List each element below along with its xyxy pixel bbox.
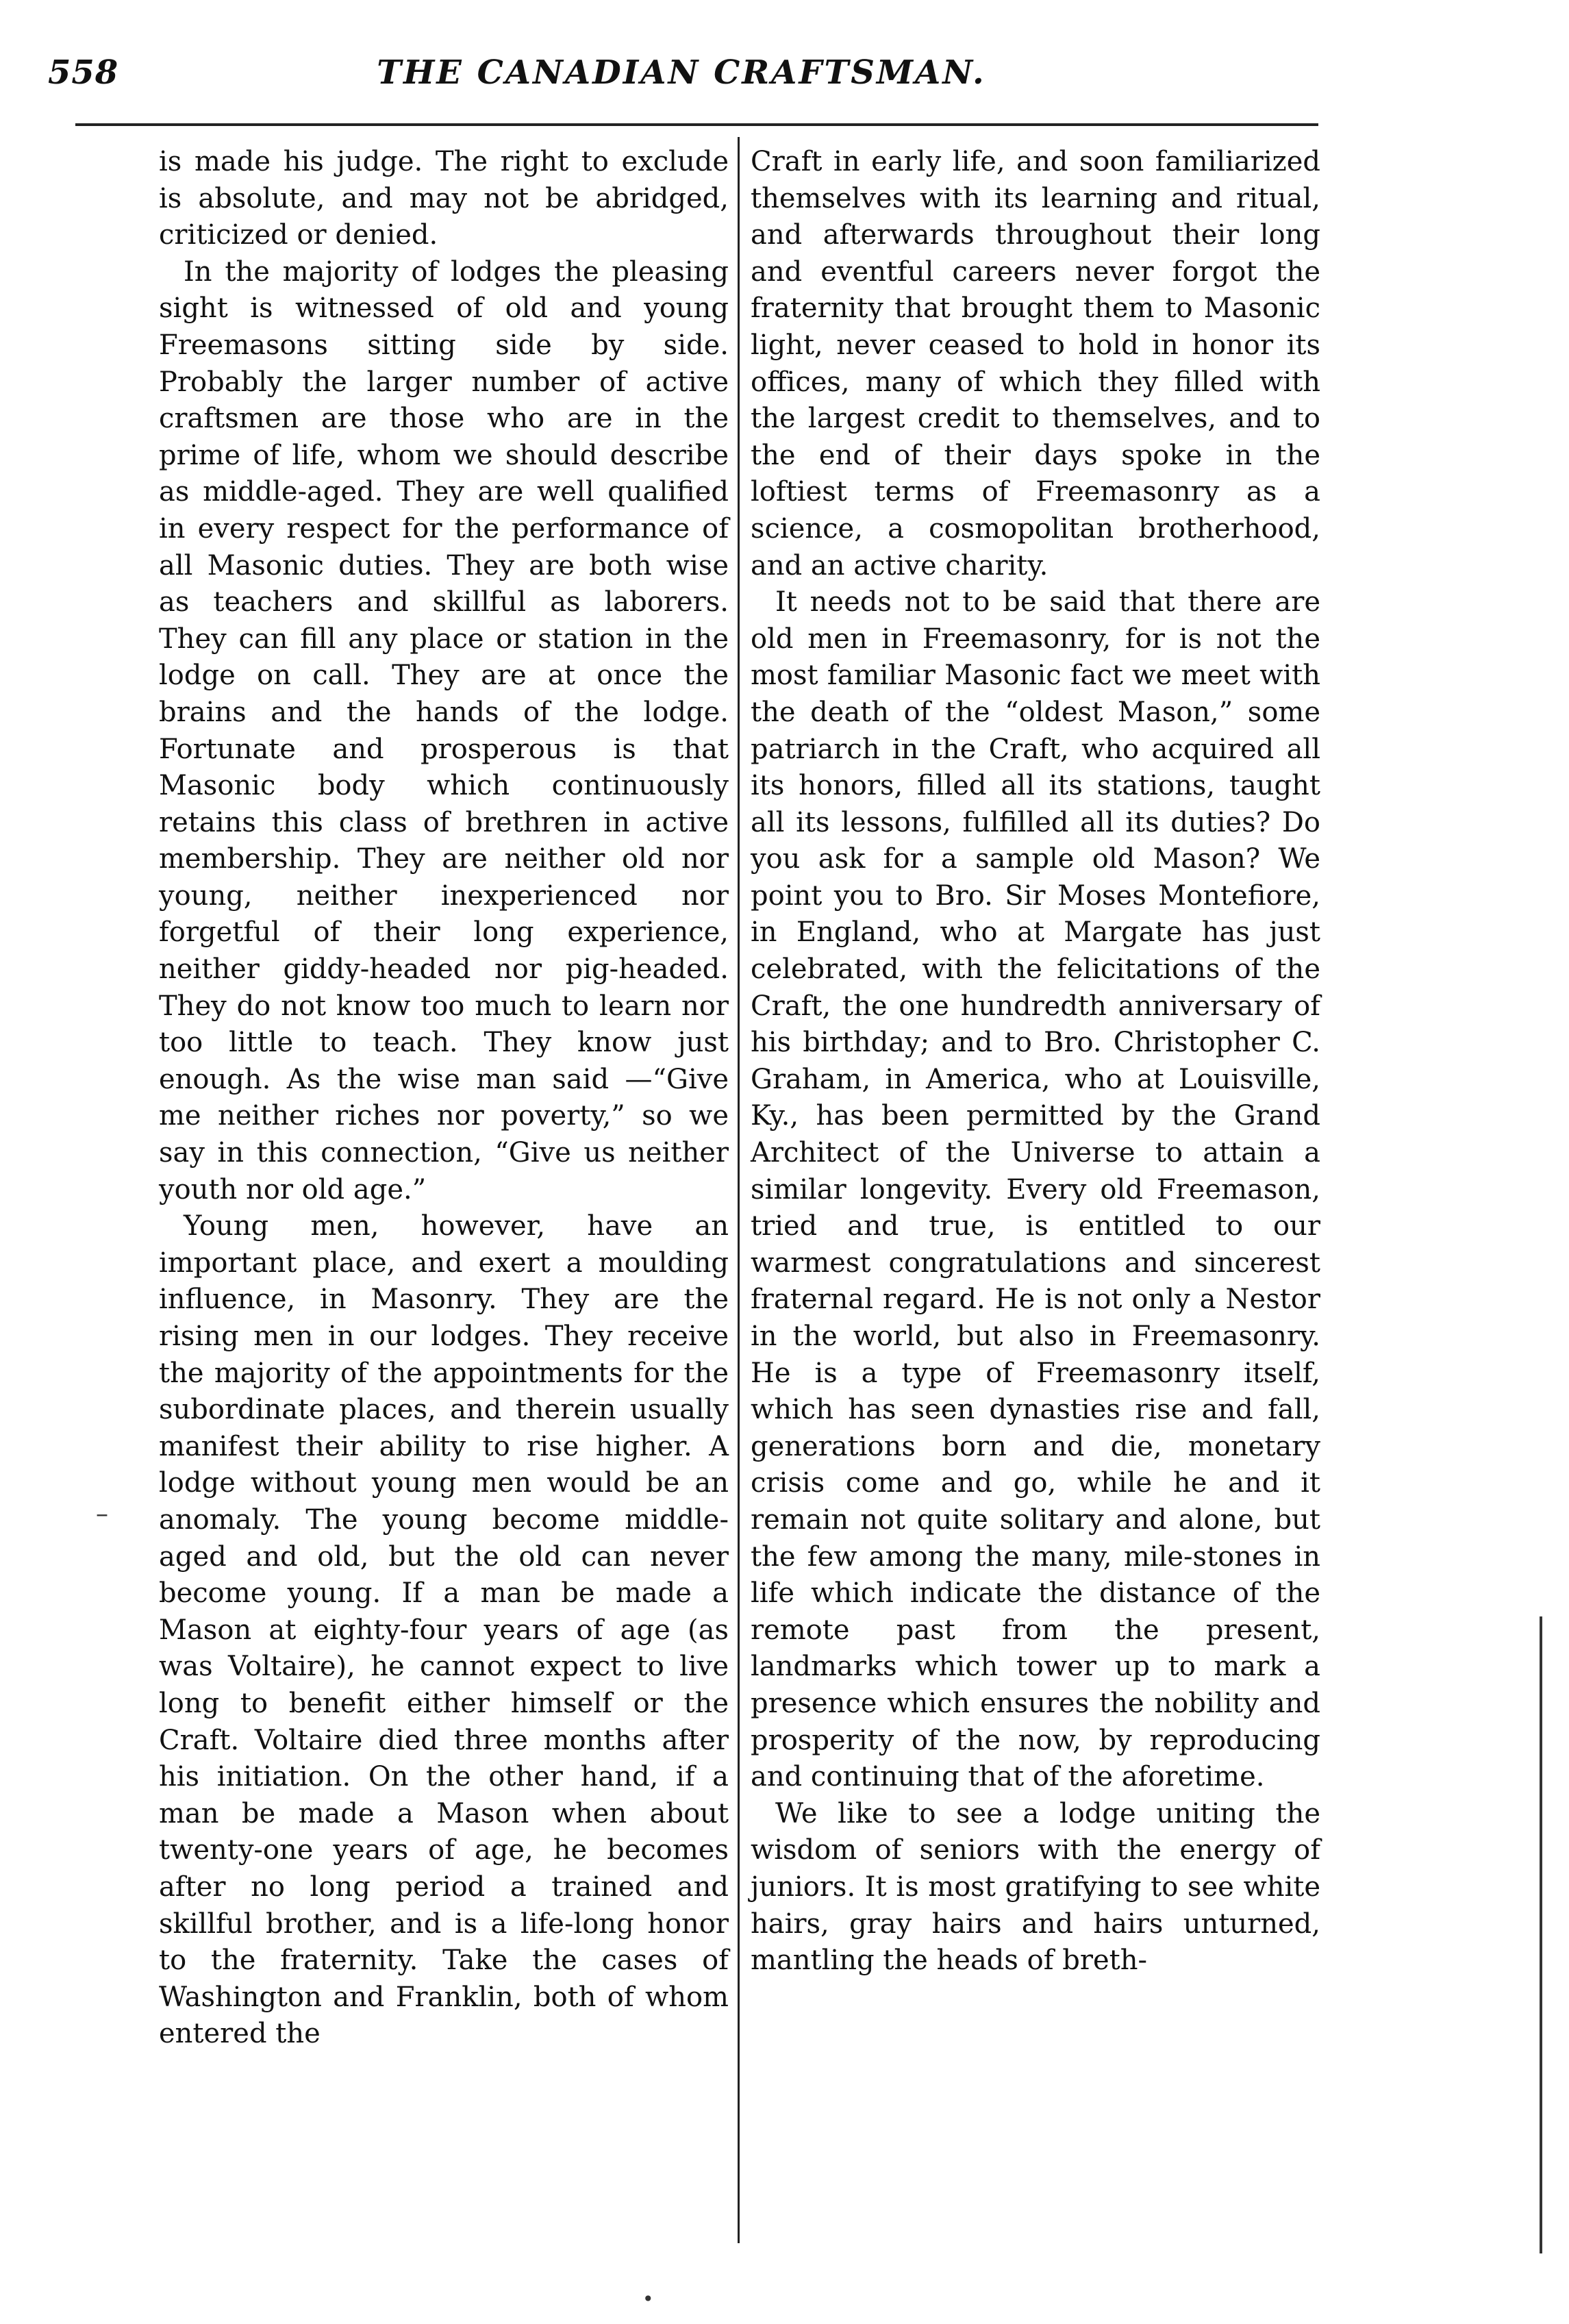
paragraph: Craft in early life, and soon familiarized themselves with its learning and ritual, and afterwards throughout their long and eventful careers never forgot the fraternity that brought them to Masonic light, never ceased to hold in honor its offices, many of which they filled with the largest credit to themselves, and to the end of their days spoke in the loftiest terms of Freemasonry as a science, a cosmopolitan brotherhood, and an active charity.: [751, 146, 1320, 582]
page-edge-rule: [1540, 1616, 1542, 2253]
margin-mark: –: [96, 1500, 108, 1528]
right-column: [751, 144, 1320, 1979]
paragraph: In the majority of lodges the pleasing sight is witnessed of old and young Freemasons sitting side by side. Probably the larger number of active craftsmen are those who are in the prime of life, whom we should describe as middle-aged. They are well qualified in every respect for the performance of all Masonic duties. They are both wise as teachers and skillful as laborers. They can fill any place or station in the lodge on call. They are at once the brains and the hands of the lodge. Fortunate and prosperous is that Masonic body which continuously retains this class of brethren in active membership. They are neither old nor young, neither inexperienced nor forgetful of their long experience, neither giddy-headed nor pig-headed. They do not know too much to learn nor too little to teach. They know just enough. As the wise man said —“Give me neither riches nor poverty,” so we say in this connection, “Give us neither youth nor old age.”: [159, 255, 729, 1205]
page-header: [48, 53, 1315, 108]
paragraph: is made his judge. The right to exclude is absolute, and may not be abridged, criticized or denied.: [159, 146, 729, 251]
column-divider: [738, 137, 740, 2243]
page-number: 558: [48, 53, 119, 92]
left-column: [159, 144, 729, 2053]
paragraph: It needs not to be said that there are old men in Freemasonry, for is not the most familiar Masonic fact we meet with the death of the “oldest Mason,” some patriarch in the Craft, who acquired all its honors, filled all its stations, taught all its lessons, fulfilled all its duties? Do you ask for a sample old Mason? We point you to Bro. Sir Moses Montefiore, in England, who at Margate has just celebrated, with the felicitations of the Craft, the one hundredth anniversary of his birthday; and to Bro. Christopher C. Graham, in America, who at Louisville, Ky., has been permitted by the Grand Architect of the Universe to attain a similar longevity. Every old Freemason, tried and true, is entitled to our warmest congratulations and sincerest fraternal regard. He is not only a Nestor in the world, but also in Freemasonry. He is a type of Freemasonry itself, which has seen dynasties rise and fall, generations born and die, monetary crisis come and go, while he and it remain not quite solitary and alone, but the few among the many, mile-stones in life which indicate the distance of the remote past from the present, landmarks which tower up to mark a presence which ensures the nobility and prosperity of the now, by reproducing and continuing that of the aforetime.: [751, 586, 1320, 1793]
running-title: THE CANADIAN CRAFTSMAN.: [377, 53, 986, 92]
paragraph: We like to see a lodge uniting the wisdom of seniors with the energy of juniors. It is most gratifying to see white hairs, gray hairs and hairs unturned, mantling the heads of breth-: [751, 1797, 1320, 1977]
header-rule: [75, 123, 1318, 126]
paragraph: Young men, however, have an important place, and exert a moulding influence, in Masonry. They are the rising men in our lodges. They receive the majority of the appointments for the subordinate places, and therein usually manifest their ability to rise higher. A lodge without young men would be an anomaly. The young become middle-aged and old, but the old can never become young. If a man be made a Mason at eighty-four years of age (as was Voltaire), he cannot expect to live long to benefit either himself or the Craft. Voltaire died three months after his initiation. On the other hand, if a man be made a Mason when about twenty-one years of age, he becomes after no long period a trained and skillful brother, and is a life-long honor to the fraternity. Take the cases of Washington and Franklin, both of whom entered the: [159, 1210, 729, 2050]
margin-dot: •: [642, 2288, 654, 2310]
